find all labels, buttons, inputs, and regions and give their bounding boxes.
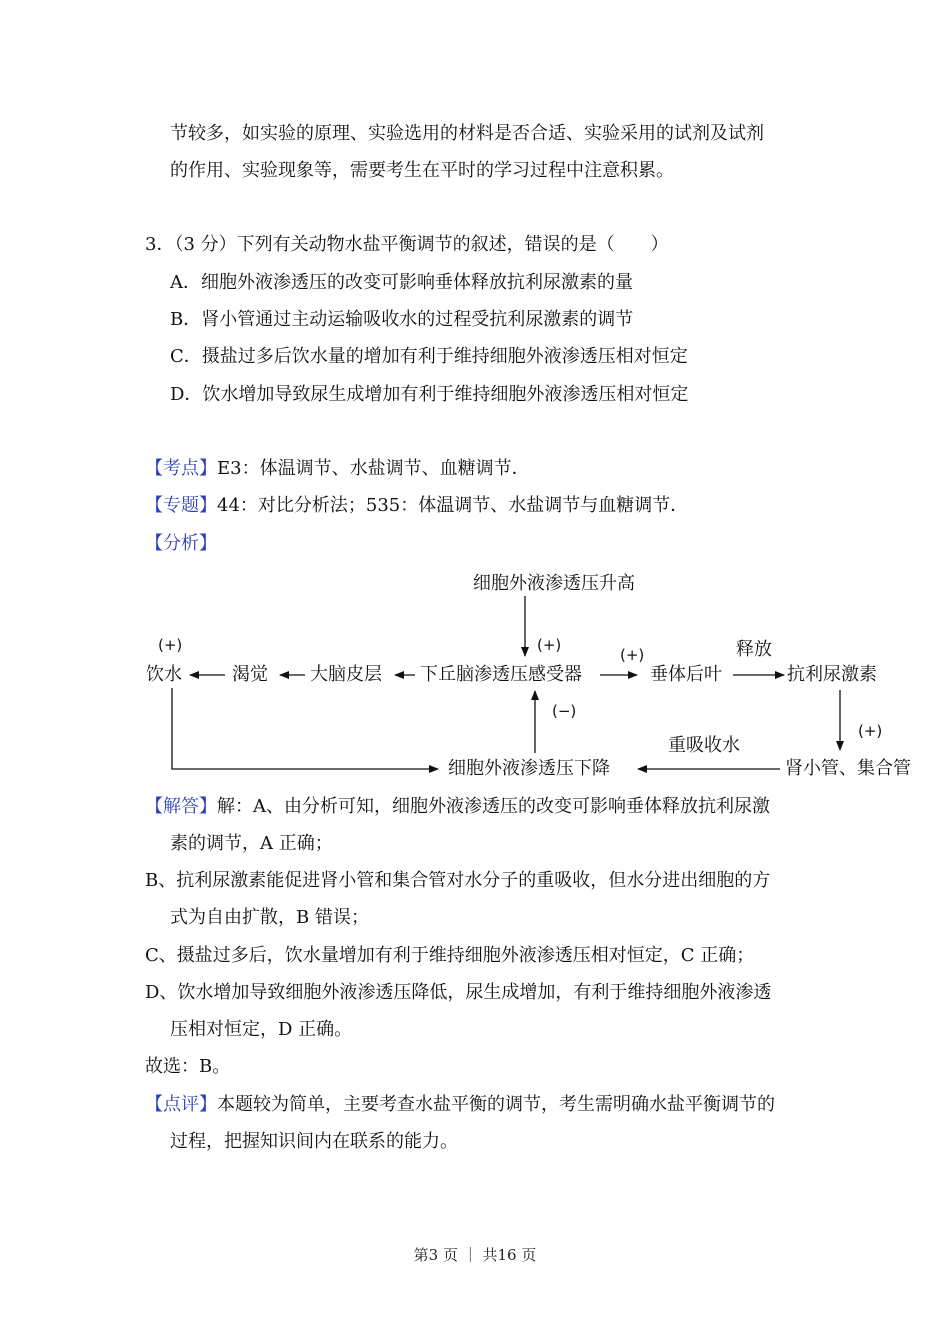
fenxi-line (145, 532, 217, 556)
answer-line-1 (145, 795, 770, 819)
answer-tag: 【解答】 (145, 796, 217, 817)
option-c: C．摄盐过多后饮水量的增加有利于维持细胞外液渗透压相对恒定 (170, 346, 688, 367)
answer-line-5: C、摄盐过多后，饮水量增加有利于维持细胞外液渗透压相对恒定，C 正确； (145, 945, 755, 966)
label-release: 释放 (736, 639, 772, 660)
node-osmotic-increase: 细胞外液渗透压升高 (473, 573, 635, 594)
zhuanti-line (145, 494, 688, 518)
option-b: B．肾小管通过主动运输吸收水的过程受抗利尿激素的调节 (170, 309, 634, 330)
label-reabsorb-water: 重吸收水 (668, 735, 740, 756)
node-tubule-collecting-duct: 肾小管、集合管 (785, 758, 911, 779)
sign-plus-tubule: (+) (858, 722, 883, 740)
option-d: D．饮水增加导致尿生成增加有利于维持细胞外液渗透压相对恒定 (170, 384, 689, 405)
intro-line-1: 节较多，如实验的原理、实验选用的材料是否合适、实验采用的试剂及试剂 (170, 123, 764, 144)
review-line-2: 过程，把握知识间内在联系的能力。 (170, 1131, 458, 1152)
fenxi-tag: 【分析】 (145, 533, 217, 554)
intro-line-2: 的作用、实验现象等，需要考生在平时的学习过程中注意积累。 (170, 160, 674, 181)
option-a: A．细胞外液渗透压的改变可影响垂体释放抗利尿激素的量 (170, 272, 633, 293)
review-line-1 (145, 1093, 775, 1117)
answer-line-8: 故选：B。 (145, 1056, 231, 1077)
answer-line-6: D、饮水增加导致细胞外液渗透压降低，尿生成增加，有利于维持细胞外液渗透 (145, 982, 772, 1003)
zhuanti-tag: 【专题】 (145, 495, 217, 516)
node-adh: 抗利尿激素 (787, 664, 877, 685)
sign-plus-receptor: (+) (537, 636, 562, 654)
answer-line-7: 压相对恒定，D 正确。 (170, 1019, 353, 1040)
question-stem: 3．（3 分）下列有关动物水盐平衡调节的叙述，错误的是（ ） (145, 234, 669, 255)
answer-line-3: B、抗利尿激素能促进肾小管和集合管对水分子的重吸收，但水分进出细胞的方 (145, 870, 771, 891)
answer-line-4: 式为自由扩散，B 错误； (170, 907, 369, 928)
node-thirst: 渴觉 (232, 664, 268, 685)
water-salt-regulation-diagram (140, 560, 940, 790)
zhuanti-text: 44：对比分析法；535：体温调节、水盐调节与血糖调节． (217, 495, 689, 516)
node-drink: 饮水 (146, 664, 182, 685)
kaodian-tag: 【考点】 (145, 458, 217, 479)
sign-plus-pituitary: (+) (620, 646, 645, 664)
node-osmotic-decrease: 细胞外液渗透压下降 (448, 758, 610, 779)
sign-plus-drink: (+) (158, 636, 183, 654)
node-cerebral-cortex: 大脑皮层 (310, 664, 382, 685)
answer-text-1: 解：A、由分析可知，细胞外液渗透压的改变可影响垂体释放抗利尿激 (217, 796, 770, 817)
node-hypothalamus-receptor: 下丘脑渗透压感受器 (420, 664, 582, 685)
answer-line-2: 素的调节，A 正确； (170, 833, 333, 854)
node-posterior-pituitary: 垂体后叶 (650, 664, 722, 685)
sign-minus-feedback: (−) (552, 702, 577, 720)
review-text-1: 本题较为简单，主要考查水盐平衡的调节，考生需明确水盐平衡调节的 (217, 1094, 775, 1115)
review-tag: 【点评】 (145, 1094, 217, 1115)
arrow-drink-to-decrease (172, 688, 438, 769)
page-footer: 第3 页 ｜ 共16 页 (413, 1246, 537, 1264)
kaodian-line (145, 457, 530, 481)
kaodian-text: E3：体温调节、水盐调节、血糖调节． (217, 458, 530, 479)
